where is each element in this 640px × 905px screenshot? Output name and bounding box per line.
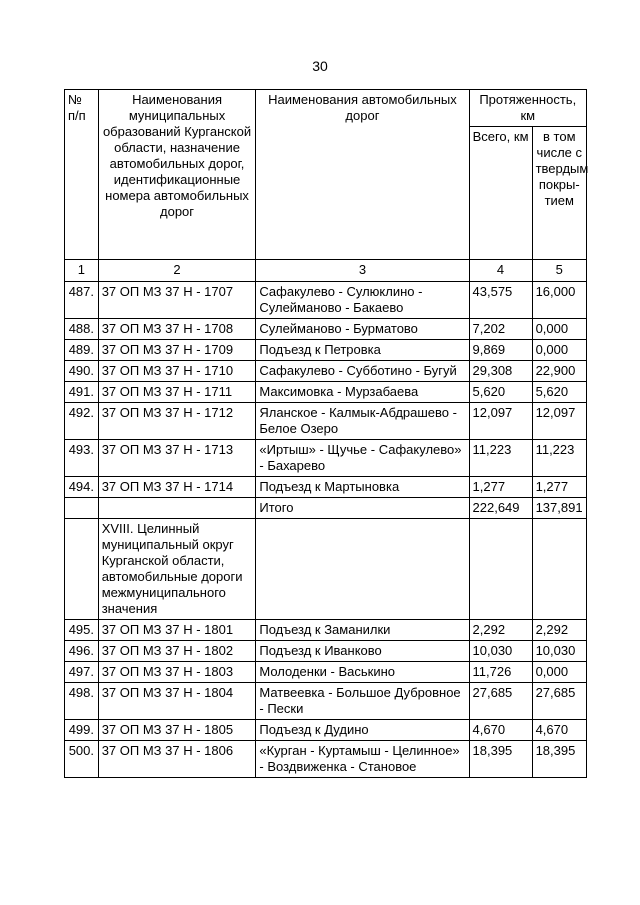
length-paved: 11,223 [532, 440, 586, 477]
length-paved: 18,395 [532, 741, 586, 778]
roads-table [64, 89, 587, 778]
row-number: 490. [65, 361, 99, 382]
subtotal-label: Итого [256, 498, 469, 519]
section-empty-cell [469, 519, 532, 620]
length-paved: 0,000 [532, 662, 586, 683]
length-total: 1,277 [469, 477, 532, 498]
header-col-paved: в том числе с твердым покры-тием [532, 127, 586, 260]
road-name: Матвеевка - Большое Дубровное - Пески [256, 683, 469, 720]
road-id: 37 ОП МЗ 37 Н - 1712 [98, 403, 256, 440]
length-paved: 12,097 [532, 403, 586, 440]
table-row [65, 641, 587, 662]
row-number: 493. [65, 440, 99, 477]
column-number: 4 [469, 260, 532, 282]
row-number: 499. [65, 720, 99, 741]
road-name: Подъезд к Заманилки [256, 620, 469, 641]
table-row [65, 382, 587, 403]
length-total: 9,869 [469, 340, 532, 361]
column-number: 5 [532, 260, 586, 282]
table-row [65, 741, 587, 778]
length-paved: 2,292 [532, 620, 586, 641]
road-id: 37 ОП МЗ 37 Н - 1803 [98, 662, 256, 683]
row-number: 492. [65, 403, 99, 440]
column-numbers-row [65, 260, 587, 282]
table-row [65, 282, 587, 319]
row-number: 494. [65, 477, 99, 498]
road-name: Яланское - Калмык-Абдрашево - Белое Озеро [256, 403, 469, 440]
table-row [65, 319, 587, 340]
road-name: Молоденки - Васькино [256, 662, 469, 683]
row-number: 497. [65, 662, 99, 683]
road-id: 37 ОП МЗ 37 Н - 1805 [98, 720, 256, 741]
road-name: Подъезд к Дудино [256, 720, 469, 741]
table-row [65, 620, 587, 641]
road-id: 37 ОП МЗ 37 Н - 1801 [98, 620, 256, 641]
road-name: Сафакулево - Сулюклино - Сулейманово - Бакаево [256, 282, 469, 319]
column-number: 1 [65, 260, 99, 282]
road-name: «Иртыш» - Щучье - Сафакулево» - Бахарево [256, 440, 469, 477]
road-name: Максимовка - Мурзабаева [256, 382, 469, 403]
length-total: 29,308 [469, 361, 532, 382]
road-id: 37 ОП МЗ 37 Н - 1710 [98, 361, 256, 382]
row-number: 495. [65, 620, 99, 641]
header-col-total: Всего, км [469, 127, 532, 260]
road-id: 37 ОП МЗ 37 Н - 1707 [98, 282, 256, 319]
table-row [65, 361, 587, 382]
length-paved: 16,000 [532, 282, 586, 319]
subtotal-paved: 137,891 [532, 498, 586, 519]
table-body-part2 [65, 620, 587, 778]
length-total: 11,726 [469, 662, 532, 683]
length-paved: 0,000 [532, 319, 586, 340]
road-id: 37 ОП МЗ 37 Н - 1713 [98, 440, 256, 477]
road-id: 37 ОП МЗ 37 Н - 1709 [98, 340, 256, 361]
column-number: 3 [256, 260, 469, 282]
length-total: 43,575 [469, 282, 532, 319]
subtotal-row [65, 498, 587, 519]
header-col-municipal: Наименования муниципальных образований Курганской области, назначение автомобильных дорог, идентификационные номера автомобильных дорог [98, 90, 256, 260]
section-heading: XVIII. Целинный муниципальный округ Курганской области, автомобильные дороги межмуниципального значения [98, 519, 256, 620]
road-id: 37 ОП МЗ 37 Н - 1711 [98, 382, 256, 403]
header-col-road-name: Наименования автомобильных дорог [256, 90, 469, 260]
road-name: Подъезд к Мартыновка [256, 477, 469, 498]
length-total: 5,620 [469, 382, 532, 403]
road-id: 37 ОП МЗ 37 Н - 1804 [98, 683, 256, 720]
road-id: 37 ОП МЗ 37 Н - 1714 [98, 477, 256, 498]
subtotal-empty-cell [65, 498, 99, 519]
length-paved: 0,000 [532, 340, 586, 361]
subtotal-total: 222,649 [469, 498, 532, 519]
road-id: 37 ОП МЗ 37 Н - 1806 [98, 741, 256, 778]
length-paved: 27,685 [532, 683, 586, 720]
table-row [65, 440, 587, 477]
length-total: 18,395 [469, 741, 532, 778]
row-number: 489. [65, 340, 99, 361]
row-number: 488. [65, 319, 99, 340]
page-number: 30 [312, 58, 328, 74]
road-name: «Курган - Куртамыш - Целинное» - Воздвиженка - Становое [256, 741, 469, 778]
length-total: 27,685 [469, 683, 532, 720]
length-paved: 22,900 [532, 361, 586, 382]
table-row [65, 403, 587, 440]
length-total: 12,097 [469, 403, 532, 440]
road-id: 37 ОП МЗ 37 Н - 1708 [98, 319, 256, 340]
row-number: 500. [65, 741, 99, 778]
section-heading-row [65, 519, 587, 620]
length-paved: 5,620 [532, 382, 586, 403]
length-paved: 10,030 [532, 641, 586, 662]
row-number: 496. [65, 641, 99, 662]
column-number: 2 [98, 260, 256, 282]
table-row [65, 477, 587, 498]
row-number: 498. [65, 683, 99, 720]
header-col-length: Протяженность, км [469, 90, 586, 127]
length-paved: 1,277 [532, 477, 586, 498]
section-empty-cell [532, 519, 586, 620]
length-total: 4,670 [469, 720, 532, 741]
table-body-part1 [65, 282, 587, 498]
road-name: Сулейманово - Бурматово [256, 319, 469, 340]
length-total: 7,202 [469, 319, 532, 340]
subtotal-empty-cell [98, 498, 256, 519]
road-id: 37 ОП МЗ 37 Н - 1802 [98, 641, 256, 662]
row-number: 487. [65, 282, 99, 319]
section-empty-cell [65, 519, 99, 620]
length-paved: 4,670 [532, 720, 586, 741]
table-row [65, 683, 587, 720]
row-number: 491. [65, 382, 99, 403]
road-name: Подъезд к Петровка [256, 340, 469, 361]
length-total: 10,030 [469, 641, 532, 662]
table-row [65, 340, 587, 361]
table-row [65, 662, 587, 683]
header-row [65, 90, 587, 127]
length-total: 2,292 [469, 620, 532, 641]
road-name: Сафакулево - Субботино - Бугуй [256, 361, 469, 382]
section-empty-cell [256, 519, 469, 620]
subtotal-section [65, 498, 587, 620]
length-total: 11,223 [469, 440, 532, 477]
table-row [65, 720, 587, 741]
header-col-num: № п/п [65, 90, 99, 260]
road-name: Подъезд к Иванково [256, 641, 469, 662]
